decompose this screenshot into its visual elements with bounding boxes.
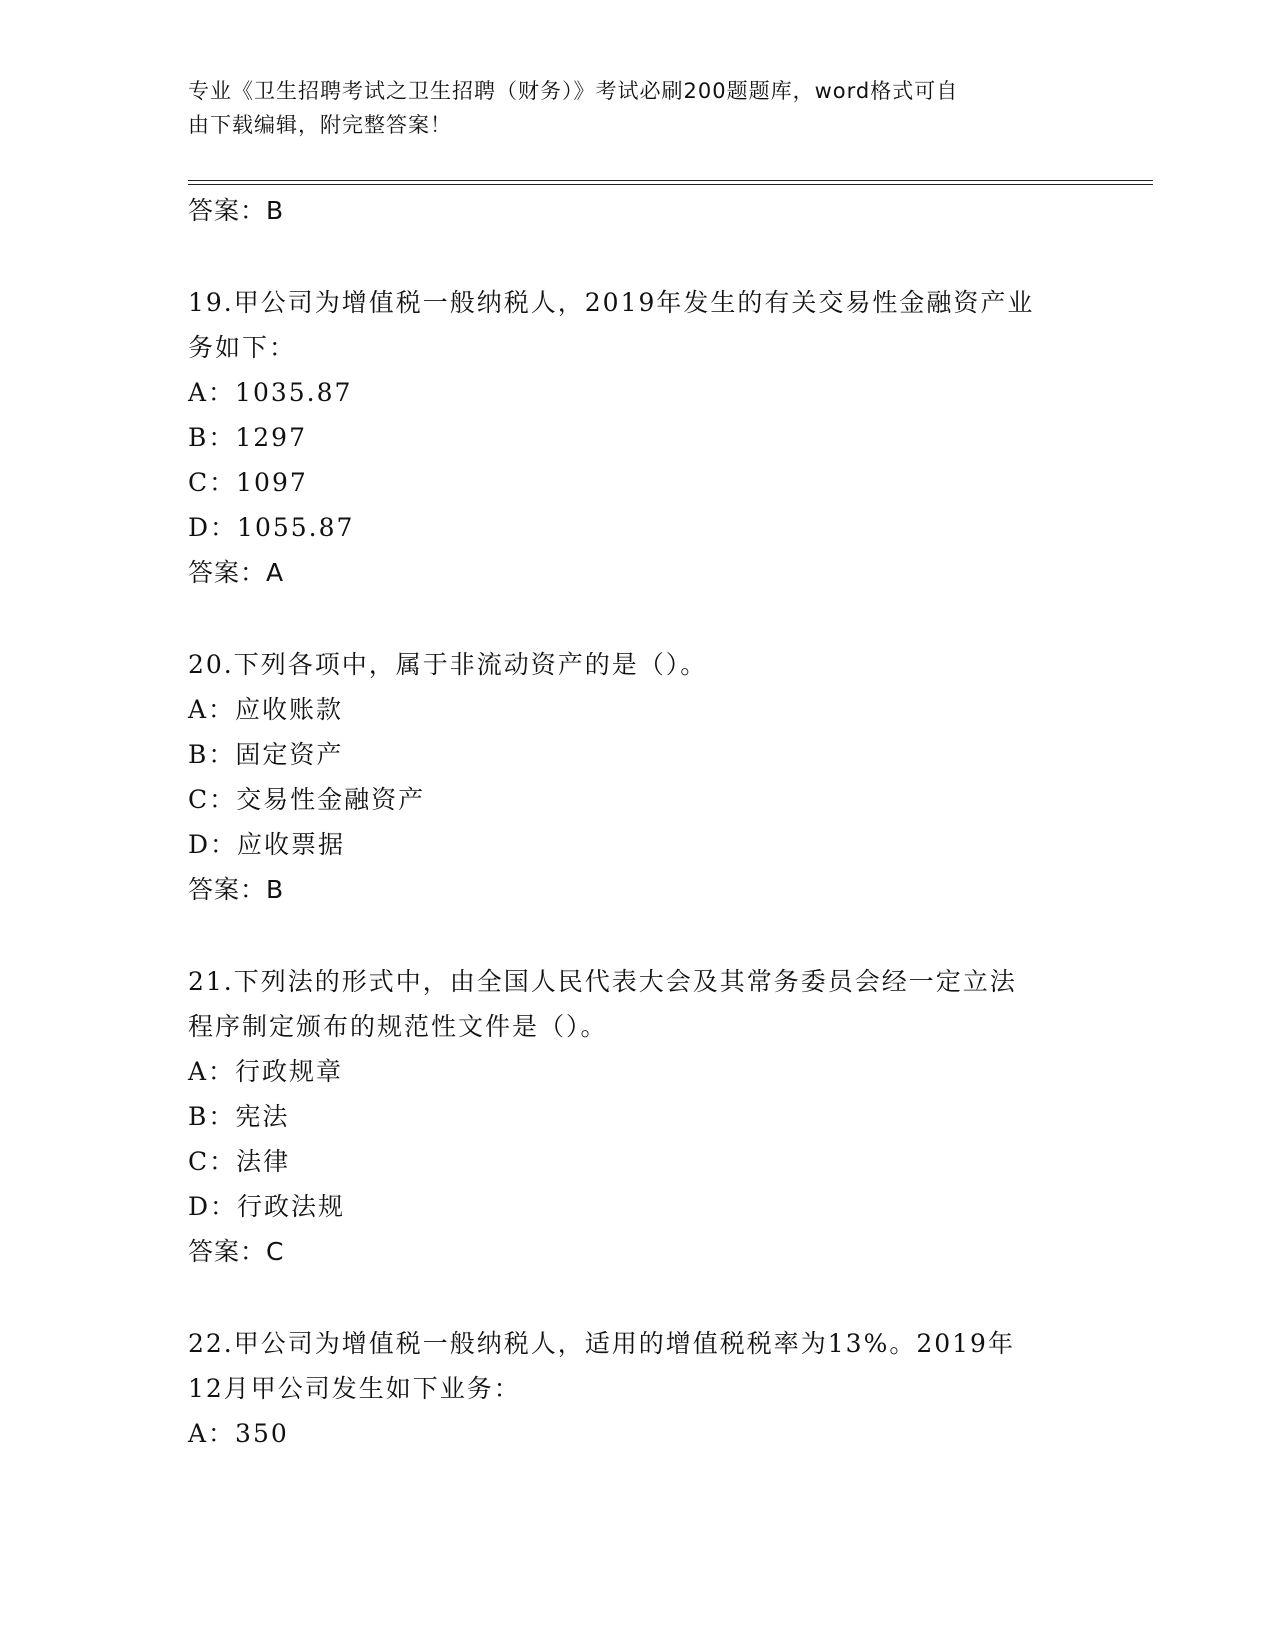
question-19 [188,280,1088,595]
question-list [188,188,1088,1456]
header-rule-top [188,180,1153,181]
answer-line: 答案：C [188,1237,285,1266]
previous-answer: 答案：B [188,196,285,225]
option-c: C：交易性金融资产 [188,785,426,814]
option-c: C：1097 [188,468,308,497]
header-rule-bottom [188,184,1153,185]
option-b: B：固定资产 [188,740,344,769]
question-stem: 19.甲公司为增值税一般纳税人，2019年发生的有关交易性金融资产业 [188,288,1035,317]
option-a: A：350 [188,1419,289,1448]
option-d: D：1055.87 [188,513,355,542]
answer-line: 答案：A [188,558,285,587]
question-stem: 20.下列各项中，属于非流动资产的是（）。 [188,650,708,679]
question-22 [188,1321,1088,1456]
option-d: D：行政法规 [188,1192,346,1221]
option-a: A：行政规章 [188,1057,344,1086]
spacer [188,595,1088,642]
spacer [188,912,1088,959]
option-b: B：宪法 [188,1102,290,1131]
option-d: D：应收票据 [188,830,346,859]
spacer [188,1274,1088,1321]
option-c: C：法律 [188,1147,291,1176]
header-line-1: 专业《卫生招聘考试之卫生招聘（财务）》考试必刷200题题库，word格式可自 [188,79,959,103]
spacer [188,233,1088,280]
question-stem: 22.甲公司为增值税一般纳税人，适用的增值税税率为13%。2019年 [188,1329,1015,1358]
question-stem: 12月甲公司发生如下业务： [188,1374,521,1403]
question-stem: 务如下： [188,333,297,362]
option-a: A：应收账款 [188,695,344,724]
question-stem: 程序制定颁布的规范性文件是（）。 [188,1012,608,1041]
question-20 [188,642,1088,912]
header-line-2: 由下载编辑，附完整答案！ [188,113,452,137]
answer-line: 答案：B [188,875,285,904]
option-a: A：1035.87 [188,378,353,407]
option-b: B：1297 [188,423,307,452]
question-stem: 21.下列法的形式中，由全国人民代表大会及其常务委员会经一定立法 [188,967,1017,996]
document-header [188,74,1088,142]
question-21 [188,959,1088,1274]
